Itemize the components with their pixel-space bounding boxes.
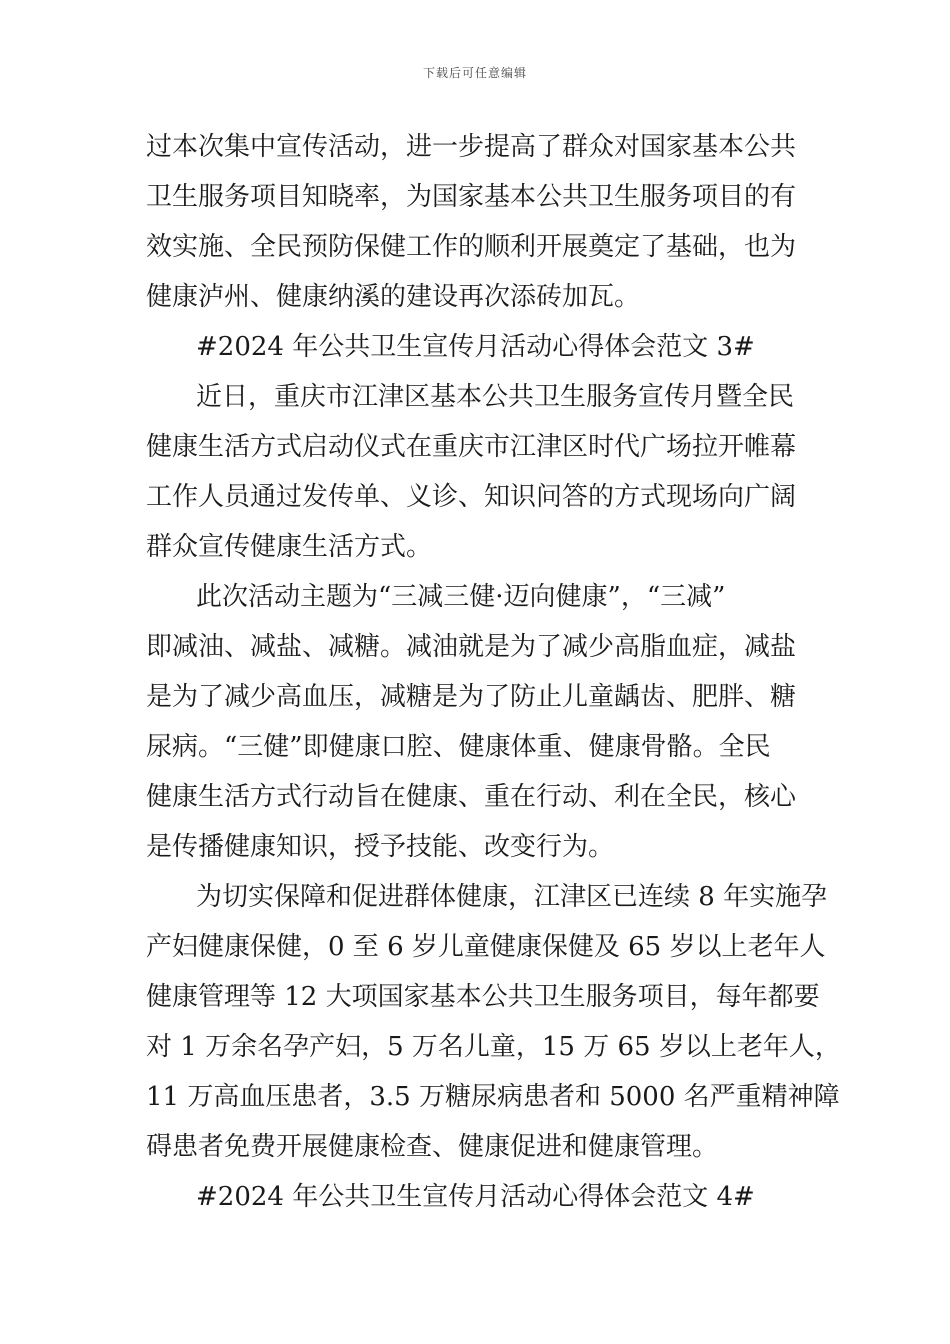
text-line: 群众宣传健康生活方式。 xyxy=(146,532,433,562)
text-line: 是传播健康知识，授予技能、改变行为。 xyxy=(146,832,615,862)
text-line: 即减油、减盐、减糖。减油就是为了减少高脂血症，减盐 xyxy=(146,632,797,662)
text-line: 碍患者免费开展健康检查、健康促进和健康管理。 xyxy=(146,1132,719,1162)
text-line: 尿病。“三健”即健康口腔、健康体重、健康骨骼。全民 xyxy=(146,732,771,762)
text-line: 过本次集中宣传活动，进一步提高了群众对国家基本公共 xyxy=(146,132,797,162)
text-line: 11 万高血压患者，3.5 万糖尿病患者和 5000 名严重精神障 xyxy=(146,1082,840,1112)
text-line: 是为了减少高血压，减糖是为了防止儿童龋齿、肥胖、糖 xyxy=(146,682,797,712)
document-body xyxy=(146,122,841,1222)
page-header-note: 下载后可任意编辑 xyxy=(422,66,527,80)
text-line: 健康生活方式行动旨在健康、重在行动、利在全民，核心 xyxy=(146,782,797,812)
text-line: 卫生服务项目知晓率，为国家基本公共卫生服务项目的有 xyxy=(146,182,797,212)
section-heading: #2024 年公共卫生宣传月活动心得体会范文 4# xyxy=(196,1182,755,1212)
text-line: 健康管理等 12 大项国家基本公共卫生服务项目，每年都要 xyxy=(146,982,820,1012)
text-line: 近日，重庆市江津区基本公共卫生服务宣传月暨全民 xyxy=(196,382,795,412)
text-line: 对 1 万余名孕产妇，5 万名儿童，15 万 65 岁以上老年人， xyxy=(146,1032,841,1062)
text-line: 此次活动主题为“三减三健·迈向健康”，“三减” xyxy=(196,582,726,612)
section-heading: #2024 年公共卫生宣传月活动心得体会范文 3# xyxy=(196,332,755,362)
text-line: 产妇健康保健，0 至 6 岁儿童健康保健及 65 岁以上老年人 xyxy=(146,932,826,962)
text-line: 为切实保障和促进群体健康，江津区已连续 8 年实施孕 xyxy=(196,882,828,912)
text-line: 健康生活方式启动仪式在重庆市江津区时代广场拉开帷幕 xyxy=(146,432,797,462)
text-line: 工作人员通过发传单、义诊、知识问答的方式现场向广阔 xyxy=(146,482,797,512)
text-line: 效实施、全民预防保健工作的顺利开展奠定了基础，也为 xyxy=(146,232,797,262)
text-line: 健康泸州、健康纳溪的建设再次添砖加瓦。 xyxy=(146,282,641,312)
